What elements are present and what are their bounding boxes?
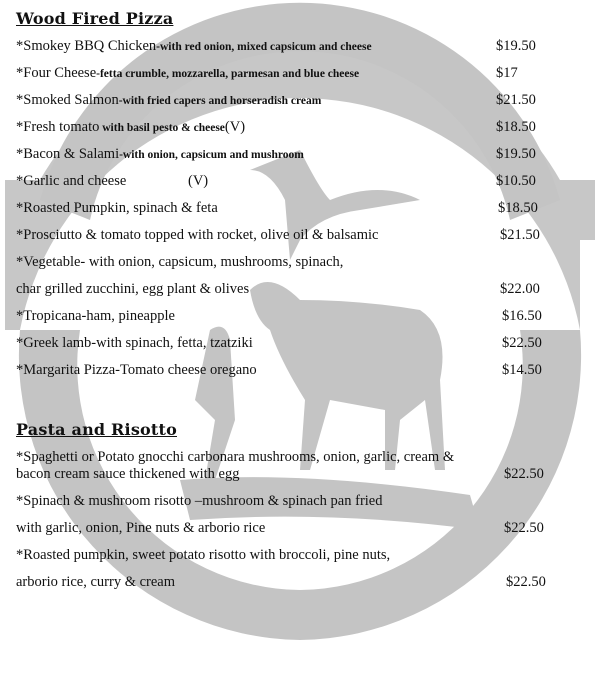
menu-item [16,227,586,247]
menu-item [16,65,586,85]
menu-item [16,547,586,567]
item-price: $21.50 [500,227,540,243]
menu-item [16,308,586,328]
item-name: bacon cream sauce thickened with egg [16,466,240,482]
item-name: *Four Cheese [16,65,97,81]
item-name: *Margarita Pizza-Tomato cheese oregano [16,362,257,378]
item-price: $14.50 [502,362,542,378]
section-heading-pasta: Pasta and Risotto [16,420,177,439]
menu-item [16,493,586,513]
menu-item [16,200,586,220]
item-price: $18.50 [496,119,536,135]
menu-item [16,38,586,58]
item-name: *Bacon & Salami [16,146,120,162]
menu-item [16,173,586,193]
menu-item [16,362,586,382]
vegetarian-mark: (V) [188,173,209,189]
item-name: *Fresh tomato [16,119,100,135]
item-desc: -with fried capers and horseradish cream [118,95,322,107]
item-name: with garlic, onion, Pine nuts & arborio rice [16,520,266,536]
menu-item-continued [16,520,586,540]
item-desc: with basil pesto & cheese [99,122,225,134]
item-price: $19.50 [496,38,536,54]
menu-item-continued [16,281,586,301]
menu-item [16,119,586,139]
item-name: *Spinach & mushroom risotto –mushroom & spinach pan fried [16,493,383,509]
menu-item [16,92,586,112]
item-price: $22.00 [500,281,540,297]
menu-item [16,335,586,355]
item-price: $17 [496,65,518,81]
item-name: arborio rice, curry & cream [16,574,176,590]
item-price: $22.50 [506,574,546,590]
menu-item-continued [16,466,586,486]
item-name: *Smoked Salmon [16,92,119,108]
vegetarian-mark: (V) [224,119,246,135]
item-desc: -fetta crumble, mozzarella, parmesan and blue cheese [96,68,360,80]
item-name: *Spaghetti or Potato gnocchi carbonara mushrooms, onion, garlic, cream & [16,449,455,465]
item-name: *Roasted pumpkin, sweet potato risotto with broccoli, pine nuts, [16,547,391,563]
item-price: $21.50 [496,92,536,108]
item-name: *Smokey BBQ Chicken [16,38,157,54]
item-price: $18.50 [498,200,538,216]
item-price: $10.50 [496,173,536,189]
item-name: *Prosciutto & tomato topped with rocket, olive oil & balsamic [16,227,379,243]
item-price: $19.50 [496,146,536,162]
menu-item-continued [16,574,586,594]
item-name: *Vegetable- with onion, capsicum, mushrooms, spinach, [16,254,344,270]
item-price: $16.50 [502,308,542,324]
item-name: *Greek lamb-with spinach, fetta, tzatziki [16,335,253,351]
menu-item [16,254,586,274]
section-heading-pizza: Wood Fired Pizza [16,9,174,28]
item-price: $22.50 [502,335,542,351]
item-price: $22.50 [504,520,544,536]
item-name: *Tropicana-ham, pineapple [16,308,175,324]
item-desc: -with red onion, mixed capsicum and cheese [156,41,372,53]
item-desc: -with onion, capsicum and mushroom [119,149,304,161]
item-name: char grilled zucchini, egg plant & olives [16,281,250,297]
item-name: *Roasted Pumpkin, spinach & feta [16,200,218,216]
item-name: *Garlic and cheese [16,173,127,189]
menu-item [16,146,586,166]
item-price: $22.50 [504,466,544,482]
